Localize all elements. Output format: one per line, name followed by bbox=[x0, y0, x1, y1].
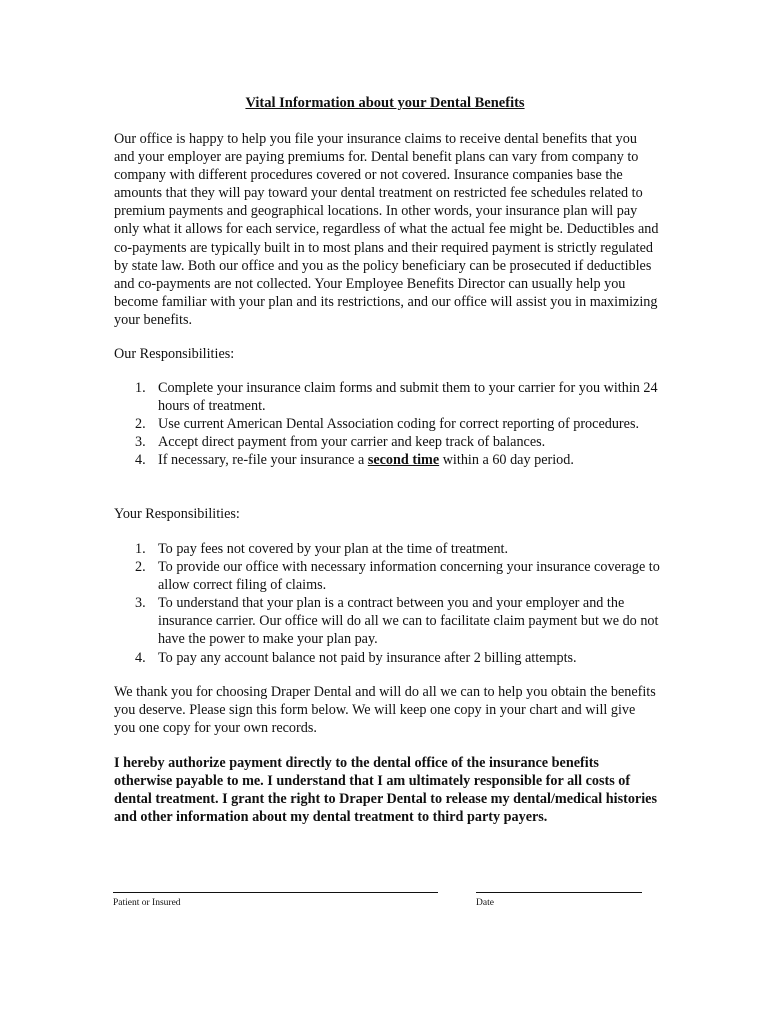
list-item-text: To understand that your plan is a contract between you and your employer and the insurance carrier. Our office will do all we can to facilitate claim payment but we do not have the power to make your plan pay. bbox=[158, 595, 659, 648]
list-item bbox=[114, 415, 664, 433]
list-item-number: 1. bbox=[135, 541, 146, 557]
date-signature-line[interactable] bbox=[476, 892, 642, 893]
list-item-number: 3. bbox=[135, 434, 146, 451]
list-item-text-after: within a 60 day period. bbox=[439, 452, 574, 469]
patient-signature-line[interactable] bbox=[113, 892, 438, 893]
list-item-text: To provide our office with necessary information concerning your insurance coverage to allow correct filing of claims. bbox=[158, 559, 660, 594]
list-item-number: 3. bbox=[135, 595, 146, 612]
list-item-number: 4. bbox=[135, 649, 146, 666]
our-responsibilities-list bbox=[114, 379, 664, 469]
your-responsibilities-heading: Your Responsibilities: bbox=[114, 506, 240, 522]
emphasis-text: second time bbox=[367, 452, 440, 469]
list-item-text: To pay fees not covered by your plan at the time of treatment. bbox=[158, 541, 509, 557]
list-item-number: 2. bbox=[135, 416, 146, 433]
list-item-text: Accept direct payment from your carrier and keep track of balances. bbox=[158, 434, 546, 451]
list-item-text-before: If necessary, re-file your insurance a bbox=[158, 452, 368, 469]
list-item bbox=[114, 540, 664, 558]
list-item-number: 1. bbox=[135, 380, 146, 396]
list-item-number: 4. bbox=[135, 452, 146, 469]
our-responsibilities-heading: Our Responsibilities: bbox=[114, 346, 235, 362]
list-item bbox=[114, 594, 664, 648]
list-item bbox=[114, 558, 664, 594]
your-responsibilities-list bbox=[114, 540, 664, 667]
patient-signature-label: Patient or Insured bbox=[113, 898, 181, 908]
list-item bbox=[114, 379, 664, 415]
date-signature-label: Date bbox=[476, 898, 494, 908]
thanks-paragraph: We thank you for choosing Draper Dental and will do all we can to help you obtain the benefits you deserve. Please sign this form below. We will keep one copy in your chart and will give you one copy for your own records. bbox=[114, 684, 656, 737]
list-item-text: Use current American Dental Association coding for correct reporting of procedures. bbox=[158, 416, 640, 433]
list-item-number: 2. bbox=[135, 559, 146, 576]
list-item-text: Complete your insurance claim forms and submit them to your carrier for you within 24 hours of treatment. bbox=[158, 380, 658, 415]
list-item-text: To pay any account balance not paid by insurance after 2 billing attempts. bbox=[158, 649, 577, 666]
list-item bbox=[114, 451, 664, 469]
document-title: Vital Information about your Dental Benefits bbox=[245, 95, 525, 111]
intro-paragraph: Our office is happy to help you file your insurance claims to receive dental benefits that you and your employer are paying premiums for. Dental benefit plans can vary from company to company with different procedures covered or not covered. Insurance companies base the amounts that they will pay toward your dental treatment on restricted fee schedules related to premium payments and geographical locations. In other words, your insurance plan will pay only what it allows for each service, regardless of what the actual fee might be. Deductibles and co-payments are typically built in to most plans and their required payment is strictly regulated by state law. Both our office and you as the policy beneficiary can be prosecuted if deductibles and co-payments are not collected. Your Employee Benefits Director can usually help you become familiar with your plan and its restrictions, and our office will assist you in maximizing your benefits. bbox=[114, 131, 659, 328]
list-item bbox=[114, 433, 664, 451]
authorization-paragraph: I hereby authorize payment directly to the dental office of the insurance benefits otherwise payable to me. I understand that I am ultimately responsible for all costs of dental treatment. I grant the right to Draper Dental to release my dental/medical histories and other information about my dental treatment to third party payers. bbox=[114, 755, 657, 826]
list-item bbox=[114, 649, 664, 667]
